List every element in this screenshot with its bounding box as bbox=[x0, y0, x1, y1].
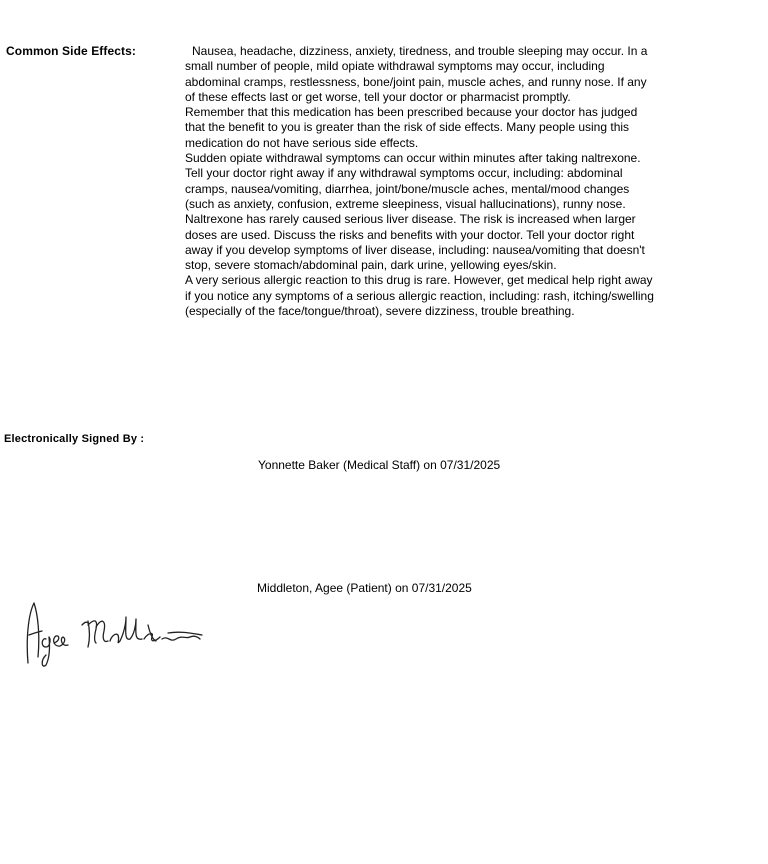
side-effects-label: Common Side Effects: bbox=[6, 44, 137, 58]
side-effects-paragraph: Sudden opiate withdrawal symptoms can occur within minutes after taking naltrexone. Tell your doctor right away if any withdrawal symptoms occur, including: abdominal cramps, nausea/vomiting, diarrhea, joint/bone/muscle aches, mental/mood changes (such as anxiety, confusion, extreme sleepiness, visual hallucinations), runny nose. bbox=[185, 151, 641, 211]
electronically-signed-label: Electronically Signed By : bbox=[4, 433, 145, 445]
side-effects-paragraph: Remember that this medication has been prescribed because your doctor has judged that the benefit to you is greater than the risk of side effects. Many people using this medication do not have serious side effects. bbox=[185, 105, 638, 150]
side-effects-body bbox=[185, 44, 655, 319]
staff-signer-line: Yonnette Baker (Medical Staff) on 07/31/2025 bbox=[258, 458, 501, 472]
patient-signer-line: Middleton, Agee (Patient) on 07/31/2025 bbox=[257, 581, 472, 595]
patient-handwritten-signature bbox=[20, 595, 210, 670]
side-effects-paragraph: Nausea, headache, dizziness, anxiety, tiredness, and trouble sleeping may occur. In a small number of people, mild opiate withdrawal symptoms may occur, including abdominal cramps, restlessness, bone/joint pain, muscle aches, and runny nose. If any of these effects last or get worse, tell your doctor or pharmacist promptly. bbox=[185, 44, 648, 104]
side-effects-paragraph: Naltrexone has rarely caused serious liver disease. The risk is increased when larger doses are used. Discuss the risks and benefits with your doctor. Tell your doctor right away if you develop symptoms of liver disease, including: nausea/vomiting that doesn't stop, severe stomach/abdominal pain, dark urine, yellowing eyes/skin. bbox=[185, 212, 645, 273]
side-effects-paragraph: A very serious allergic reaction to this drug is rare. However, get medical help right away if you notice any symptoms of a serious allergic reaction, including: rash, itching/swelling (especially of the face/tongue/throat), severe dizziness, trouble breathing. bbox=[185, 273, 654, 319]
